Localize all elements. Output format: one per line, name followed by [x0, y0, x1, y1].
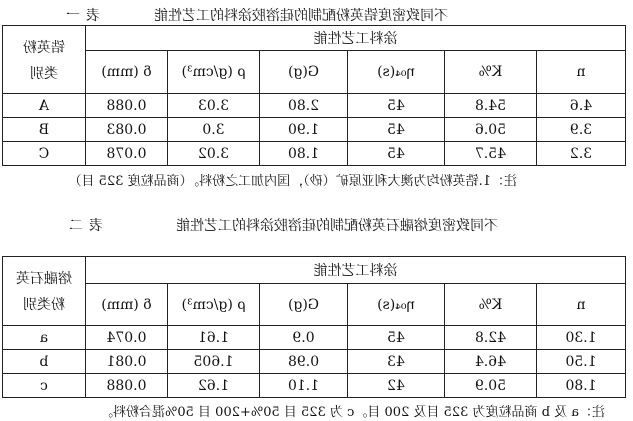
- table-cell: 50.6: [445, 118, 537, 142]
- table-cell: 45: [348, 326, 445, 350]
- table-row: [2, 142, 625, 166]
- table-cell: 3.2: [537, 142, 626, 166]
- table-cell: 43: [348, 350, 445, 374]
- table1-col-header: δ (mm): [85, 51, 167, 94]
- table2-col-header: η₀₄(s): [348, 284, 445, 326]
- table2-col-header: n: [537, 284, 626, 326]
- table-cell: 45.7: [445, 142, 537, 166]
- table1-col-header: K%: [445, 51, 537, 94]
- table-cell: 1.605: [168, 350, 260, 374]
- table-cell: 3.0: [168, 118, 260, 142]
- table-cell: 0.088: [85, 374, 167, 398]
- table-cell: 1.61: [168, 326, 260, 350]
- row-label: a: [2, 326, 85, 350]
- table-cell: 0.074: [85, 326, 167, 350]
- table2-row-header-line1: 熔融石英: [15, 271, 72, 287]
- row-label: B: [2, 118, 85, 142]
- table-cell: 1.90: [260, 118, 348, 142]
- table1-row-header-line2: 类别: [29, 65, 58, 82]
- table2-caption-label: 表二: [63, 218, 103, 234]
- table2-row-header: [2, 257, 85, 326]
- table-cell: 45: [348, 118, 445, 142]
- table1-group-header: 涂料工艺性能: [85, 26, 625, 51]
- table1-col-header: ρ (g/cm³): [168, 51, 260, 94]
- table-cell: 2.80: [260, 94, 348, 118]
- table-cell: 45: [348, 142, 445, 166]
- table-cell: 1.80: [260, 142, 348, 166]
- table-cell: 0.98: [260, 350, 348, 374]
- table2-row-header-line2: 粉类别: [22, 297, 65, 313]
- table2-group-header: 涂料工艺性能: [85, 257, 625, 284]
- table-cell: 1.62: [168, 374, 260, 398]
- table2-col-header: δ (mm): [85, 284, 167, 326]
- table1-row-header-line1: 锆英粉: [22, 39, 65, 56]
- table-cell: 1.50: [537, 350, 626, 374]
- table-cell: 54.8: [445, 94, 537, 118]
- table1-col-header: G(g): [260, 51, 348, 94]
- table-cell: 0.078: [85, 142, 167, 166]
- table-cell: 4.6: [537, 94, 626, 118]
- table-cell: 0.088: [85, 94, 167, 118]
- table-row: [2, 94, 625, 118]
- table-cell: 0.083: [85, 118, 167, 142]
- table-cell: 42.8: [445, 326, 537, 350]
- table1-col-header: η₀₄(s): [348, 51, 445, 94]
- table1-note: 注：1.锆英粉均为澳大利亚原矿（砂），国内加工之粉料。（商品粒度 325 目）: [68, 174, 517, 189]
- table2: [2, 256, 626, 398]
- table2-col-header: G(g): [260, 284, 348, 326]
- table2-note: 注：a 及 b 商品粒度为 325 目及 200 目。c 为 325 目 50%+200 目 50%混合粉料。: [99, 405, 605, 420]
- row-label: A: [2, 94, 85, 118]
- table1-col-header: n: [537, 51, 626, 94]
- table-cell: 45: [348, 94, 445, 118]
- table1-caption-label: 表一: [60, 8, 100, 24]
- table-cell: 3.03: [168, 94, 260, 118]
- table-row: [2, 374, 625, 398]
- table-cell: 1.80: [537, 374, 626, 398]
- table-cell: 0.081: [85, 350, 167, 374]
- table2-col-header: ρ (g/cm³): [168, 284, 260, 326]
- table-row: [2, 118, 625, 142]
- table-cell: 3.9: [537, 118, 626, 142]
- row-label: b: [2, 350, 85, 374]
- table2-caption-title: 不同致密度熔融石英粉配制的硅溶胶涂料的工艺性能: [176, 218, 498, 234]
- table1: [2, 25, 626, 166]
- table1-caption-title: 不同致密度锆英粉配制的硅溶胶涂料的工艺性能: [154, 8, 448, 24]
- table2-col-header: K%: [445, 284, 537, 326]
- table-cell: 1.10: [260, 374, 348, 398]
- table-cell: 3.02: [168, 142, 260, 166]
- table1-row-header: [2, 26, 85, 94]
- row-label: c: [2, 374, 85, 398]
- table-cell: 46.4: [445, 350, 537, 374]
- table-cell: 50.9: [445, 374, 537, 398]
- row-label: C: [2, 142, 85, 166]
- table-row: [2, 326, 625, 350]
- table-cell: 1.30: [537, 326, 626, 350]
- table-row: [2, 350, 625, 374]
- table-cell: 42: [348, 374, 445, 398]
- table-cell: 0.9: [260, 326, 348, 350]
